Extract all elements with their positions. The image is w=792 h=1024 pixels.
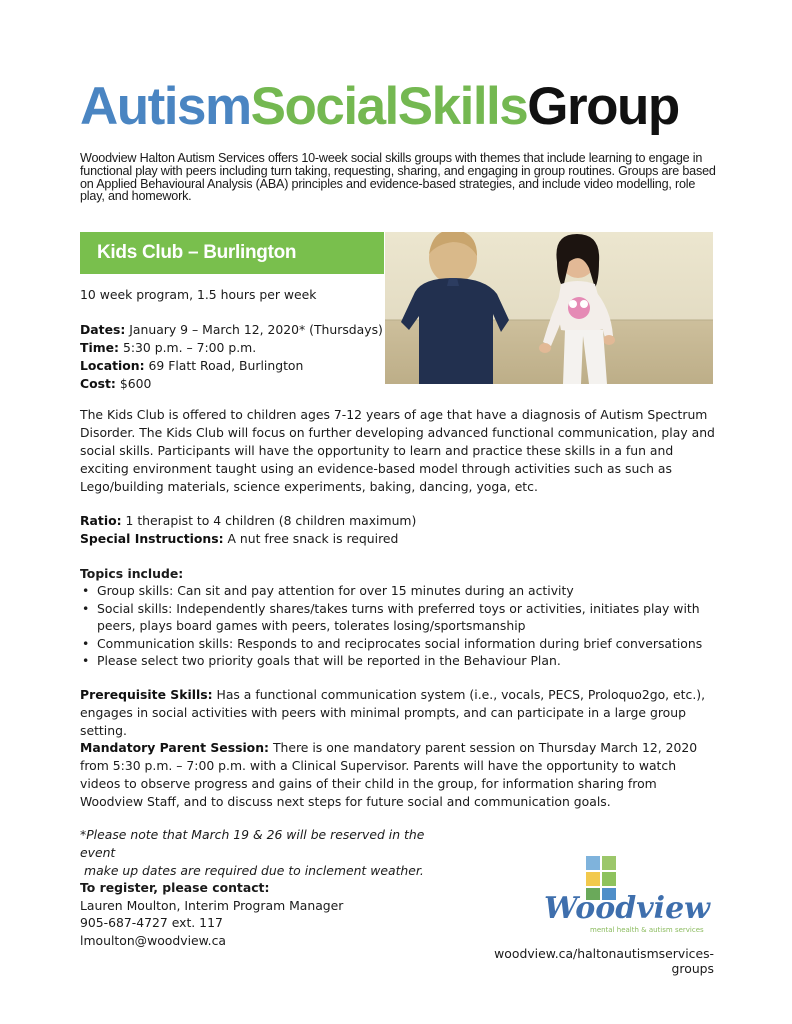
title-skills: Skills — [397, 77, 528, 136]
time-row — [80, 339, 383, 357]
special-row — [80, 530, 720, 548]
section-banner — [80, 232, 384, 274]
contact-name: Lauren Moulton, Interim Program Manager — [80, 897, 344, 913]
special-value: A nut free snack is required — [227, 531, 399, 546]
woodview-logo-mark — [536, 856, 712, 938]
time-label: Time: — [80, 340, 119, 355]
list-item: • Social skills: Independently shares/takes turns with preferred toys or activities, initiates play with peers, plays board games with peers, tolerates losing/sportsmanship — [80, 600, 720, 635]
special-label: Special Instructions: — [80, 531, 224, 546]
time-value: 5:30 p.m. – 7:00 p.m. — [122, 340, 257, 355]
logo-tagline: mental health & autism services — [590, 926, 704, 934]
woodview-logo — [536, 856, 712, 938]
prerequisite-paragraph — [80, 686, 720, 740]
dates-value: January 9 – March 12, 2020* (Thursdays) — [129, 322, 383, 337]
intro-paragraph: Woodview Halton Autism Services offers 10-week social skills groups with themes that include learning to engage in functional play with peers including turn taking, requesting, sharing, and engaging in group routines. Groups are based on Applied Behavioural Analysis (ABA) principles and evidence-based strategies, and include video modelling, role play, and homework. — [80, 151, 716, 204]
location-row — [80, 357, 383, 375]
kids-photo — [385, 232, 713, 384]
parent-label: Mandatory Parent Session: — [80, 740, 269, 755]
dates-label: Dates: — [80, 322, 126, 337]
ratio-value: 1 therapist to 4 children (8 children maximum) — [125, 513, 417, 528]
ratio-label: Ratio: — [80, 513, 122, 528]
program-details — [80, 321, 383, 393]
prereq-label: Prerequisite Skills: — [80, 687, 213, 702]
list-item: • Please select two priority goals that will be reported in the Behaviour Plan. — [80, 652, 720, 670]
topics-list — [80, 582, 720, 670]
topics-title: Topics include: — [80, 566, 184, 581]
program-summary: 10 week program, 1.5 hours per week — [80, 287, 317, 302]
page-title — [80, 77, 679, 136]
title-group: Group — [527, 77, 679, 136]
ratio-section — [80, 512, 720, 548]
title-social: Social — [250, 77, 398, 136]
parent-value: There is one mandatory parent session on Thursday March 12, 2020 from 5:30 p.m. – 7:00 p.m. with a Clinical Supervisor. Parents will have the opportunity to watch videos to observe progress and gains of their child in the group, for information sharing from Woodview Staff, and to discuss next steps for future social and communication goals. — [80, 740, 698, 809]
weather-note — [80, 826, 460, 880]
registration-contact — [80, 879, 343, 949]
cost-label: Cost: — [80, 376, 116, 391]
cost-value: $600 — [119, 376, 152, 391]
title-autism: Autism — [80, 77, 251, 136]
ratio-row — [80, 512, 720, 530]
kids-photo-illustration — [385, 232, 713, 384]
location-label: Location: — [80, 358, 145, 373]
list-item: • Communication skills: Responds to and reciprocates social information during brief conversations — [80, 635, 720, 653]
description-paragraph: The Kids Club is offered to children ages 7-12 years of age that have a diagnosis of Autism Spectrum Disorder. The Kids Club will focus on further developing advanced functional communication, play and social skills. Participants will have the opportunity to learn and practice these skills in a fun and exciting environment taught using an evidence-based model through activities such as such as Lego/building materials, science experiments, baking, dancing, yoga, etc. — [80, 407, 715, 494]
contact-phone: 905-687-4727 ext. 117 — [80, 915, 223, 930]
note-line-2: make up dates are required due to inclement weather. — [84, 863, 424, 878]
parent-session-paragraph — [80, 739, 720, 811]
list-item: • Group skills: Can sit and pay attention for over 15 minutes during an activity — [80, 582, 720, 600]
note-line-1: *Please note that March 19 & 26 will be reserved in the event — [80, 827, 425, 860]
prereq-value: Has a functional communication system (i.e., vocals, PECS, Proloquo2go, etc.), engages in social activities with peers with minimal prompts, and can participate in a large group setting. — [80, 687, 706, 738]
website-url[interactable]: woodview.ca/haltonautismservices-groups — [494, 946, 714, 976]
logo-wordmark: Woodview — [544, 891, 710, 926]
contact-email: lmoulton@woodview.ca — [80, 932, 226, 948]
register-title: To register, please contact: — [80, 880, 270, 895]
location-value: 69 Flatt Road, Burlington — [148, 358, 304, 373]
cost-row — [80, 375, 383, 393]
dates-row — [80, 321, 383, 339]
banner-title: Kids Club – Burlington — [97, 242, 297, 263]
